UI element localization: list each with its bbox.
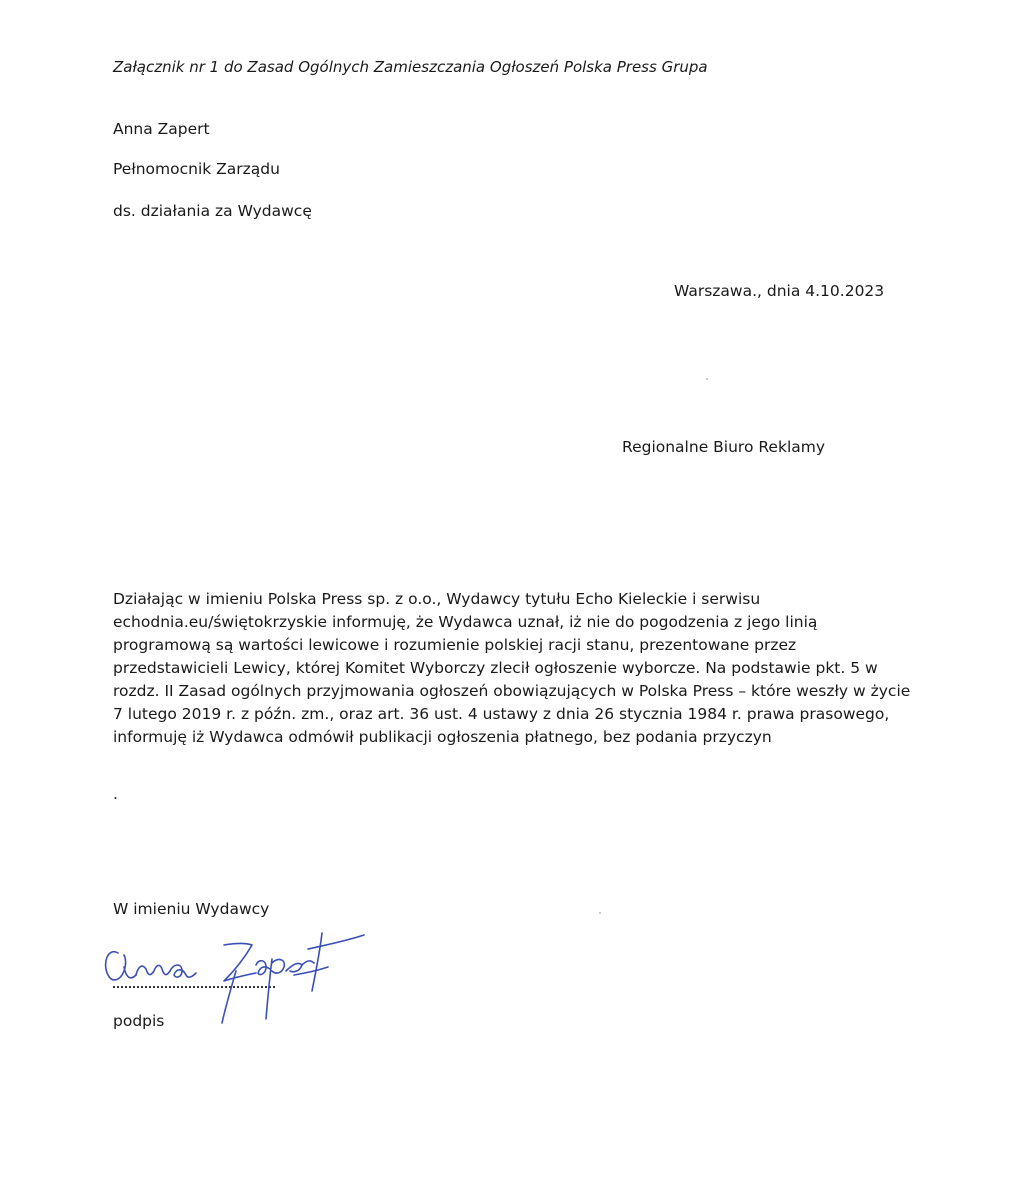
body-line: 7 lutego 2019 r. z późn. zm., oraz art. 36 ust. 4 ustawy z dnia 26 stycznia 1984 r. prawa prasowego, [113,705,890,723]
place-date: Warszawa., dnia 4.10.2023 [674,282,885,300]
body-line: informuję iż Wydawca odmówił publikacji ogłoszenia płatnego, bez podania przyczyn [113,728,772,746]
stray-mark: . [113,785,118,803]
letter-body [113,588,913,749]
body-line: programową są wartości lewicowe i rozumienie polskiej racji stanu, prezentowane przez [113,636,797,654]
body-line: rozdz. II Zasad ogólnych przyjmowania ogłoszeń obowiązujących w Polska Press – które weszły w życie [113,682,911,700]
recipient: Regionalne Biuro Reklamy [622,438,826,456]
on-behalf-label: W imieniu Wydawcy [113,900,270,918]
attachment-note: Załącznik nr 1 do Zasad Ogólnych Zamieszczania Ogłoszeń Polska Press Grupa [113,58,708,76]
signature-label: podpis [113,1012,165,1030]
sender-department: ds. działania za Wydawcę [113,202,312,220]
scan-speck [706,378,708,380]
body-line: przedstawicieli Lewicy, której Komitet Wyborczy zlecił ogłoszenie wyborcze. Na podstawie pkt. 5 w [113,659,878,677]
scan-speck [599,912,601,914]
body-line: Działając w imieniu Polska Press sp. z o.o., Wydawcy tytułu Echo Kieleckie i serwisu [113,590,761,608]
body-line: echodnia.eu/świętokrzyskie informuję, że Wydawca uznał, iż nie do pogodzenia z jego linią [113,613,818,631]
sender-name: Anna Zapert [113,120,210,138]
sender-role: Pełnomocnik Zarządu [113,160,280,178]
